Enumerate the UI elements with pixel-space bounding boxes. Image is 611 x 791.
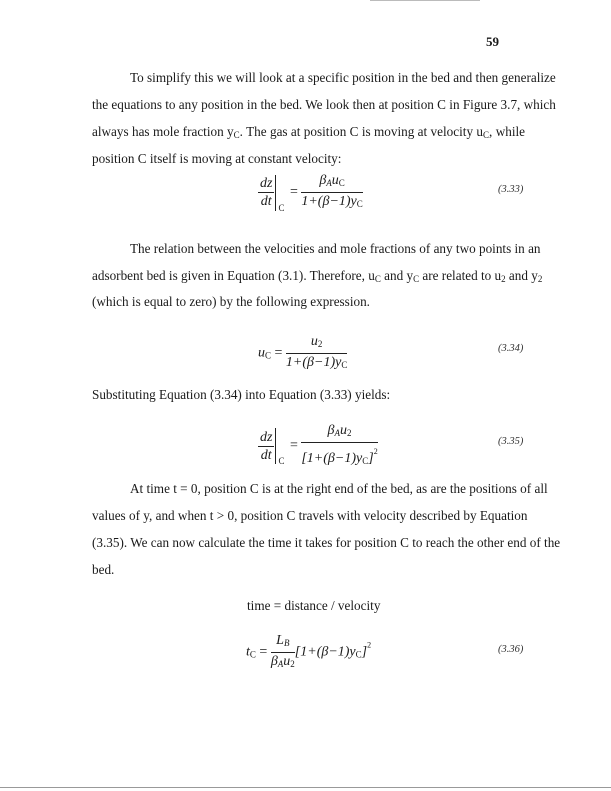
text: , while	[489, 124, 525, 139]
paragraph-2-line-3: (which is equal to zero) by the following expression.	[92, 294, 370, 309]
fraction	[301, 172, 362, 213]
math-text: dt	[260, 447, 272, 463]
math-text: 1+(β−1)y	[285, 355, 342, 370]
math-text: u	[331, 173, 339, 188]
denominator	[271, 653, 295, 673]
equation-3-33	[258, 172, 363, 213]
math-text: B	[283, 638, 290, 648]
denominator	[301, 193, 362, 213]
equation-number: (3.34)	[498, 343, 524, 354]
subscript: C	[483, 130, 490, 140]
math-text: β	[319, 173, 327, 188]
math-text: C	[362, 456, 369, 466]
fraction	[301, 422, 377, 470]
subscript: C	[233, 130, 240, 140]
subscript: C	[278, 202, 285, 213]
paragraph-1-line-1: To simplify this we will look at a specific position in the bed and then generalize	[130, 70, 556, 85]
numerator	[301, 172, 362, 193]
math-text: C	[355, 649, 362, 660]
derivative	[258, 175, 274, 210]
derivative	[258, 429, 274, 464]
paragraph-3-line-3: (3.35). We can now calculate the time it takes for position C to reach the other end of the	[92, 535, 561, 550]
substitution-sentence: Substituting Equation (3.34) into Equation (3.33) yields:	[92, 387, 391, 402]
math-text: C	[265, 350, 272, 361]
paragraph-1-line-3	[92, 124, 525, 143]
paragraph-2-line-1: The relation between the velocities and mole fractions of any two points in an	[130, 241, 541, 256]
math-text: 2	[367, 640, 372, 650]
math-text: A	[326, 178, 332, 188]
math-text: [1+(β−1)y	[294, 644, 356, 660]
evaluation-bar	[275, 428, 286, 464]
paragraph-1-line-2: the equations to any position in the bed. We look then at position C in Figure 3.7, which	[92, 97, 556, 112]
math-text: β	[270, 654, 278, 669]
math-text: dz	[260, 429, 273, 445]
math-text: A	[277, 659, 284, 669]
math-text: A	[334, 428, 341, 438]
math-text: 2	[317, 339, 323, 349]
math-text: =	[289, 438, 298, 454]
equation-3-36	[246, 632, 371, 673]
equation-3-34	[258, 333, 347, 374]
math-text: C	[413, 274, 420, 284]
denominator: dt	[260, 194, 272, 209]
math-text: and y	[380, 268, 414, 283]
paragraph-2-line-2	[92, 268, 543, 287]
math-text: L	[276, 633, 284, 648]
math-text: C	[278, 456, 285, 466]
math-text: =	[259, 644, 268, 660]
scan-edge-line	[0, 787, 611, 788]
math-text: C	[356, 199, 363, 209]
scan-edge-line	[370, 0, 480, 1]
numerator	[301, 422, 377, 443]
time-formula: time = distance / velocity	[247, 598, 381, 613]
math-text: ]	[368, 451, 374, 466]
math-text: 1+(β−1)y	[301, 194, 357, 209]
equals: =	[289, 184, 298, 200]
math-text: 2	[501, 274, 506, 284]
math-text: u	[340, 423, 348, 438]
paragraph-3-line-2: values of y, and when t > 0, position C travels with velocity described by Equation	[92, 508, 528, 523]
math-text: adsorbent bed is given in Equation (3.1). Therefore, u	[92, 268, 375, 283]
fraction	[286, 333, 347, 374]
math-text: 2	[537, 274, 543, 284]
paragraph-1-line-4: position C itself is moving at constant velocity:	[92, 151, 342, 166]
math-text: C	[338, 178, 345, 188]
numerator	[286, 333, 347, 354]
numerator: dz	[260, 176, 273, 191]
equation-number: (3.36)	[498, 644, 524, 655]
equation-3-35	[258, 422, 378, 470]
math-text: and y	[505, 268, 538, 283]
denominator	[286, 354, 347, 374]
math-text: C	[374, 274, 381, 284]
fraction	[271, 632, 295, 673]
math-text: 2	[290, 659, 295, 669]
math-text: ]	[361, 644, 368, 660]
math-text: u	[283, 654, 291, 669]
equation-number: (3.33)	[498, 184, 524, 195]
math-text: β	[327, 423, 335, 438]
text: . The gas at position C is moving at velocity u	[239, 124, 484, 139]
equals: =	[274, 345, 283, 361]
math-text: are related to u	[419, 268, 502, 283]
math-text: 2	[347, 428, 352, 438]
page-number: 59	[486, 34, 499, 49]
math-text: t	[246, 644, 250, 660]
math-text: C	[249, 649, 256, 660]
math-text: C	[341, 360, 348, 370]
paragraph-3-line-4: bed.	[92, 562, 115, 577]
text: always has mole fraction y	[92, 124, 234, 139]
paragraph-3-line-1: At time t = 0, position C is at the right end of the bed, as are the positions of all	[130, 481, 548, 496]
numerator	[271, 632, 295, 653]
denominator	[301, 443, 377, 470]
equation-number: (3.35)	[498, 436, 524, 447]
math-text: u	[258, 345, 265, 361]
evaluation-bar	[275, 175, 286, 211]
math-text: [1+(β−1)y	[301, 451, 363, 466]
math-text: u	[310, 334, 318, 349]
math-text: 2	[373, 447, 378, 456]
